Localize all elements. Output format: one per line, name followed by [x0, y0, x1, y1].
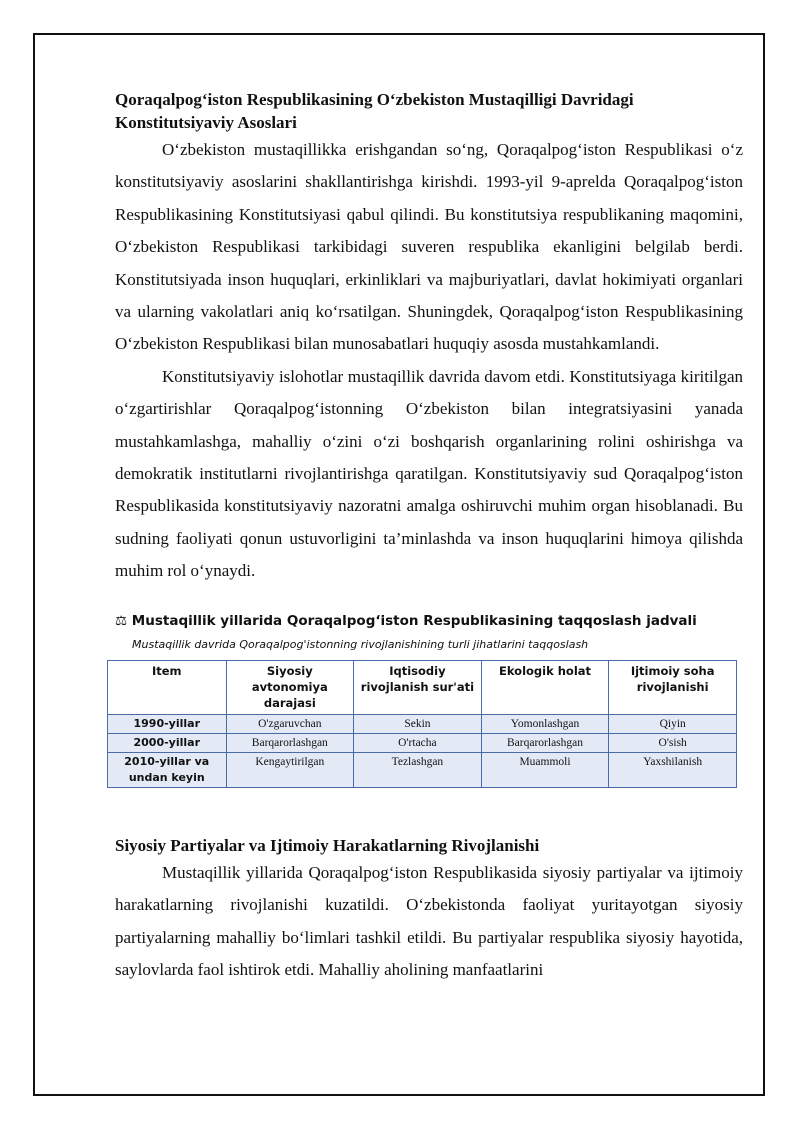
- row-header: 1990-yillar: [108, 714, 227, 733]
- table-header-row: [108, 660, 737, 714]
- table-cell: O'rtacha: [354, 733, 482, 752]
- row-header: 2000-yillar: [108, 733, 227, 752]
- column-header: Iqtisodiy rivojlanish sur'ati: [354, 660, 482, 714]
- table-cell: Barqarorlashgan: [226, 733, 354, 752]
- table-cell: Qiyin: [609, 714, 737, 733]
- table-caption: Mustaqillik davrida Qoraqalpog'istonning rivojlanishining turli jihatlarini taqqoslash: [132, 637, 589, 651]
- table-cell: Muammoli: [481, 752, 609, 787]
- section-heading-constitutional: Qoraqalpog‘iston Respublikasining O‘zbekiston Mustaqilligi Davridagi Konstitutsiyaviy Asoslari: [115, 90, 634, 132]
- row-header: 2010-yillar va undan keyin: [108, 752, 227, 787]
- paragraph: O‘zbekiston mustaqillikka erishgandan so‘ng, Qoraqalpog‘iston Respublikasi o‘z konstitutsiyaviy asoslarini shakllantirishga kirishdi. 1993-yil 9-aprelda Qoraqalpog‘iston Respublikasining Konstitutsiyasi qabul qilindi. Bu konstitutsiya respublikaning maqomini, O‘zbekiston Respublikasi tarkibidagi suveren respublika ekanligini belgilab berdi. Konstitutsiyada inson huquqlari, erkinliklari va majburiyatlari, davlat hokimiyati organlari va ularning vakolatlari aniq ko‘rsatilgan. Shuningdek, Qoraqalpog‘iston Respublikasining O‘zbekiston Respublikasi bilan munosabatlari huquqiy asosda mustahkamlandi.: [115, 140, 743, 354]
- column-header: Siyosiy avtonomiya darajasi: [226, 660, 354, 714]
- table-cell: O'sish: [609, 733, 737, 752]
- comparison-table: [107, 660, 737, 788]
- table-cell: Barqarorlashgan: [481, 733, 609, 752]
- table-row: [108, 752, 737, 787]
- column-header: Ekologik holat: [481, 660, 609, 714]
- table-cell: Yaxshilanish: [609, 752, 737, 787]
- section-heading-parties: Siyosiy Partiyalar va Ijtimoiy Harakatlarning Rivojlanishi: [115, 835, 540, 855]
- paragraph: Konstitutsiyaviy islohotlar mustaqillik davrida davom etdi. Konstitutsiyaga kiritilgan o‘zgartirishlar Qoraqalpog‘istonning O‘zbekiston bilan integratsiyasini yanada mustahkamlashga, mahalliy o‘zini o‘zi boshqarish organlarining rolini oshirishga va demokratik institutlarni rivojlantirishga qaratilgan. Konstitutsiyaviy sud Qoraqalpog‘iston Respublikasida konstitutsiyaviy nazoratni amalga oshiruvchi muhim organ hisoblanadi. Bu sudning faoliyati qonun ustuvorligini ta’minlashda va inson huquqlarini himoya qilishda muhim rol o‘ynaydi.: [115, 366, 743, 581]
- table-cell: Tezlashgan: [354, 752, 482, 787]
- column-header: Ijtimoiy soha rivojlanishi: [609, 660, 737, 714]
- table-cell: Yomonlashgan: [481, 714, 609, 733]
- table-title: ⚖ Mustaqillik yillarida Qoraqalpog‘iston Respublikasining taqqoslash jadvali: [115, 612, 697, 629]
- table-row: [108, 714, 737, 733]
- table-cell: O'zgaruvchan: [226, 714, 354, 733]
- table-cell: Kengaytirilgan: [226, 752, 354, 787]
- paragraph: Mustaqillik yillarida Qoraqalpog‘iston Respublikasida siyosiy partiyalar va ijtimoiy harakatlarning rivojlanishi kuzatildi. O‘zbekistonda faoliyat yuritayotgan siyosiy partiyalarning mahalliy bo‘limlari tashkil etildi. Bu partiyalar respublika siyosiy hayotida, saylovlarda faol ishtirok etdi. Mahalliy aholining manfaatlarini: [115, 862, 743, 979]
- document-content: [115, 88, 743, 986]
- table-cell: Sekin: [354, 714, 482, 733]
- column-header: Item: [108, 660, 227, 714]
- table-row: [108, 733, 737, 752]
